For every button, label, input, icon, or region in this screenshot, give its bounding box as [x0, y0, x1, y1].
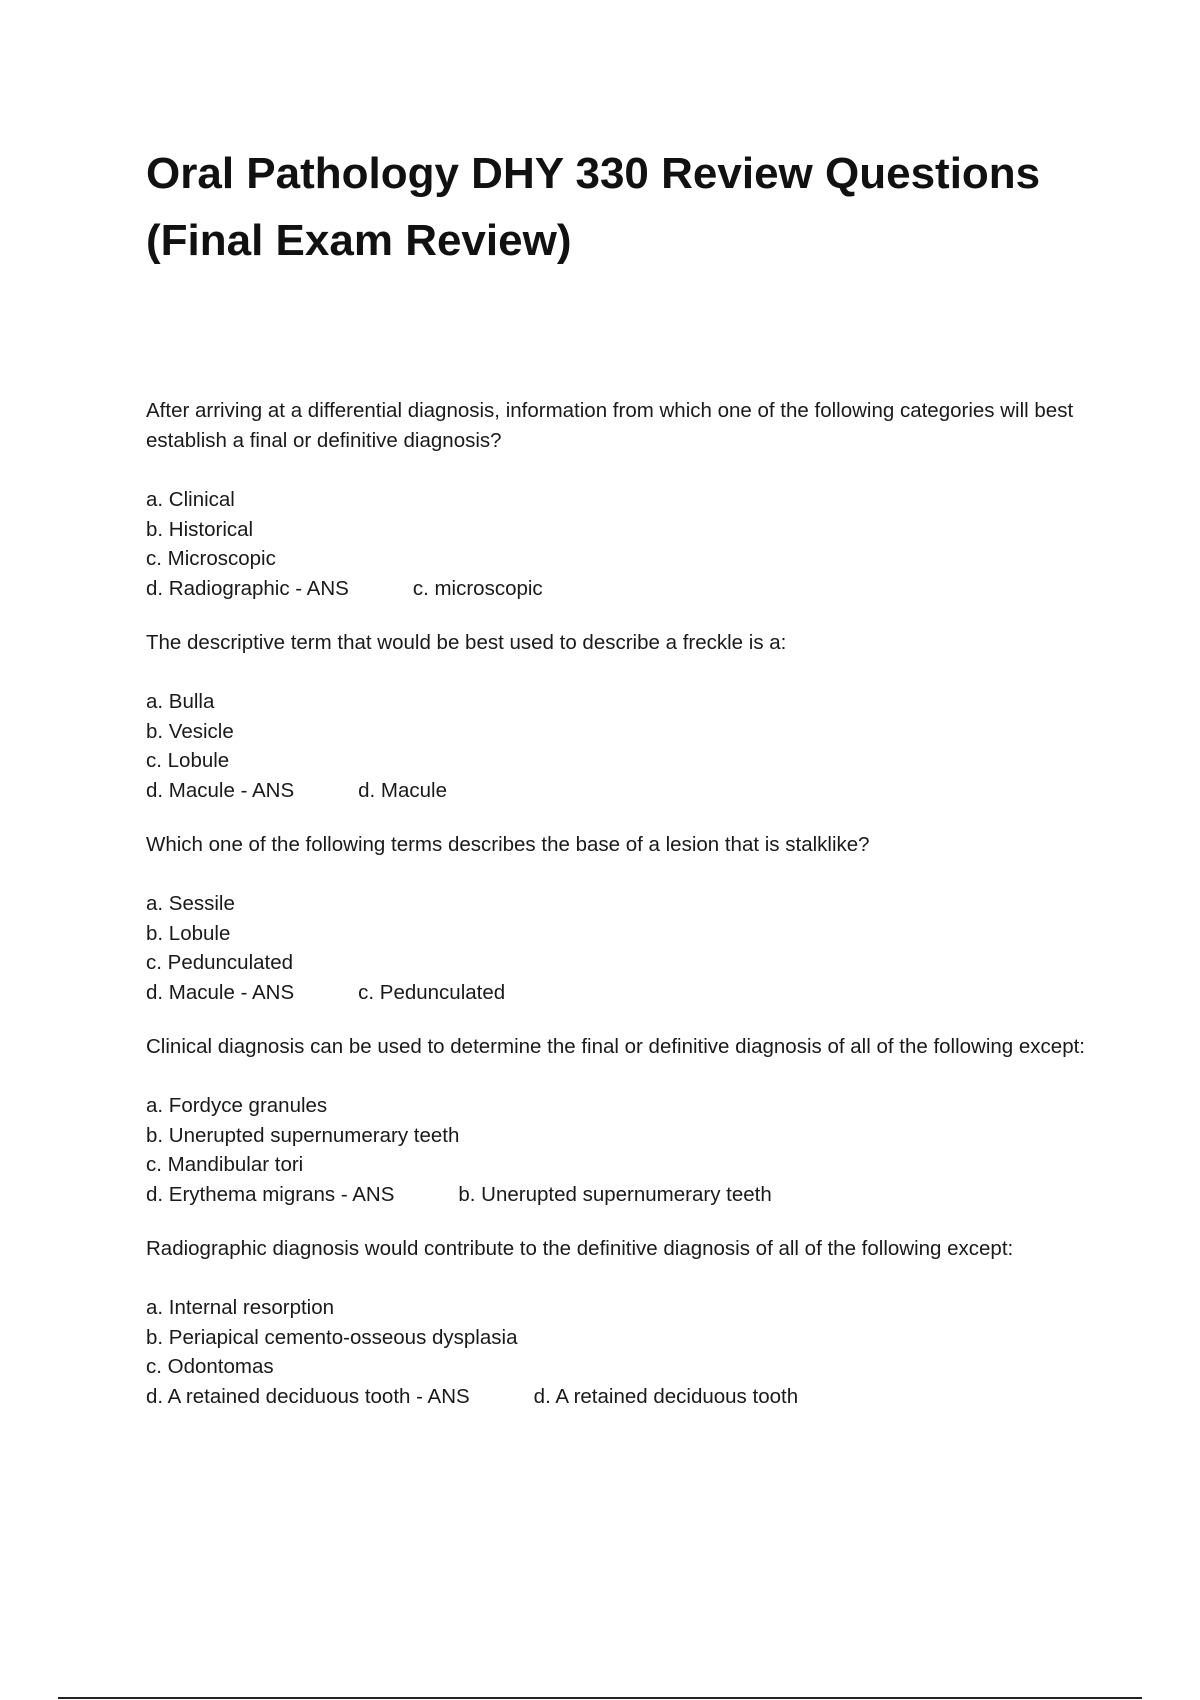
- option-d: d. Macule - ANS: [146, 980, 295, 1004]
- option-b: b. Historical: [146, 517, 254, 541]
- correct-answer: d. A retained deciduous tooth: [533, 1384, 799, 1408]
- option-a: a. Bulla: [146, 690, 215, 713]
- document-title: [146, 140, 1106, 274]
- correct-answer: b. Unerupted supernumerary teeth: [458, 1182, 772, 1206]
- question-1: [146, 396, 1106, 603]
- option-d-with-answer: [146, 978, 1106, 1008]
- question-stem: Radiographic diagnosis would contribute to the definitive diagnosis of all of the following except:: [146, 1237, 1014, 1260]
- option-a: a. Fordyce granules: [146, 1094, 328, 1117]
- option-b: b. Unerupted supernumerary teeth: [146, 1123, 460, 1147]
- option-d: d. Macule - ANS: [146, 778, 295, 802]
- option-d: d. Radiographic - ANS: [146, 576, 349, 600]
- answer-options: [146, 889, 1106, 1007]
- correct-answer: c. microscopic: [412, 576, 543, 600]
- option-d-with-answer: [146, 1382, 1106, 1412]
- option-d-with-answer: [146, 776, 1106, 806]
- question-stem: Which one of the following terms describes the base of a lesion that is stalklike?: [146, 833, 870, 856]
- option-d: d. A retained deciduous tooth - ANS: [146, 1384, 470, 1408]
- question-2: [146, 628, 1106, 805]
- option-d-with-answer: [146, 574, 1106, 604]
- answer-options: [146, 1091, 1106, 1209]
- title-line-2: (Final Exam Review): [146, 216, 572, 265]
- option-c: c. Microscopic: [146, 547, 276, 570]
- answer-options: [146, 1293, 1106, 1411]
- question-3: [146, 830, 1106, 1007]
- option-b: b. Lobule: [146, 921, 231, 945]
- question-stem: After arriving at a differential diagnosis, information from which one of the following categories will best establish a final or definitive diagnosis?: [146, 399, 1074, 452]
- option-c: c. Odontomas: [146, 1355, 274, 1378]
- question-4: [146, 1032, 1106, 1209]
- question-5: [146, 1234, 1106, 1411]
- option-c: c. Mandibular tori: [146, 1153, 304, 1176]
- correct-answer: d. Macule: [358, 778, 448, 802]
- option-c: c. Lobule: [146, 749, 230, 772]
- correct-answer: c. Pedunculated: [358, 980, 506, 1004]
- footer-divider: [58, 1697, 1142, 1699]
- answer-options: [146, 485, 1106, 603]
- question-list: [146, 396, 1106, 1436]
- option-d-with-answer: [146, 1180, 1106, 1210]
- answer-options: [146, 687, 1106, 805]
- option-c: c. Pedunculated: [146, 951, 294, 974]
- option-a: a. Sessile: [146, 892, 235, 915]
- question-stem: Clinical diagnosis can be used to determine the final or definitive diagnosis of all of the following except:: [146, 1035, 1085, 1058]
- title-line-1: Oral Pathology DHY 330 Review Questions: [146, 149, 1041, 198]
- option-a: a. Internal resorption: [146, 1296, 335, 1319]
- question-stem: The descriptive term that would be best used to describe a freckle is a:: [146, 631, 787, 654]
- option-b: b. Periapical cemento-osseous dysplasia: [146, 1325, 518, 1349]
- option-d: d. Erythema migrans - ANS: [146, 1182, 395, 1206]
- option-b: b. Vesicle: [146, 719, 234, 743]
- option-a: a. Clinical: [146, 488, 235, 511]
